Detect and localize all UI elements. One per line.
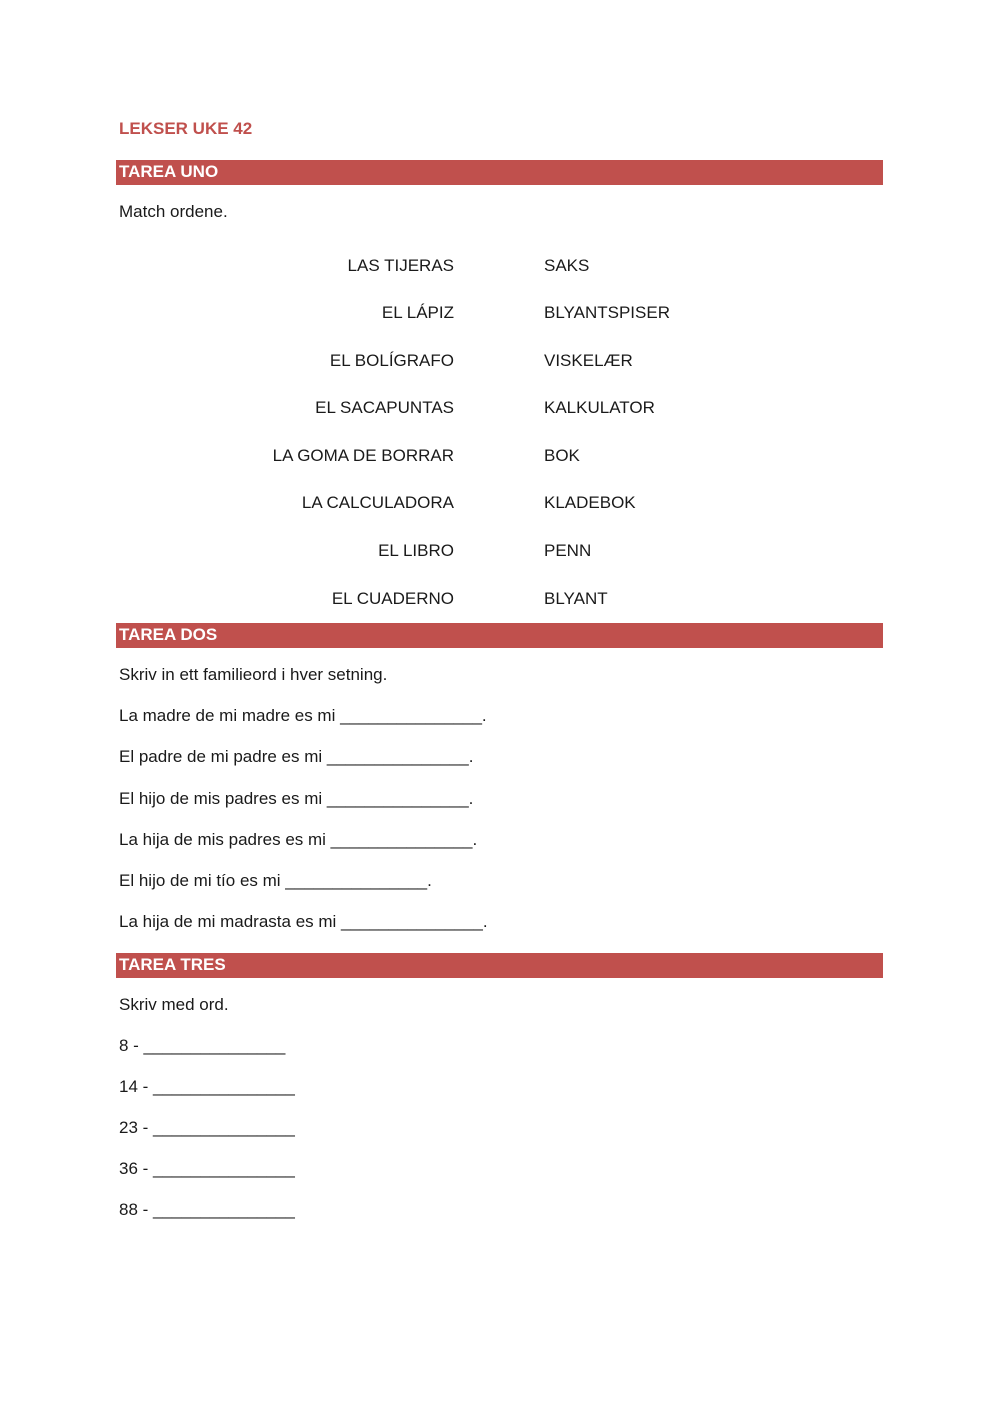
spanish-word: LA GOMA DE BORRAR: [272, 446, 454, 465]
spanish-word: EL CUADERNO: [331, 589, 454, 608]
norwegian-word: KALKULATOR: [544, 398, 655, 417]
section-header-tarea-dos: [116, 623, 883, 648]
norwegian-word: BOK: [544, 446, 580, 465]
fill-in-sentence: La hija de mis padres es mi _______________.: [119, 830, 478, 849]
spanish-word: LAS TIJERAS: [347, 256, 454, 275]
norwegian-word: BLYANTSPISER: [544, 303, 670, 322]
spanish-word: LA CALCULADORA: [301, 493, 454, 512]
norwegian-word: PENN: [544, 541, 592, 560]
fill-in-sentence: La madre de mi madre es mi _______________.: [119, 706, 487, 725]
instruction-tarea-tres: Skriv med ord.: [119, 995, 229, 1014]
number-exercise: 36 - _______________: [119, 1159, 295, 1178]
page-title: LEKSER UKE 42: [119, 119, 253, 138]
fill-in-sentence: El hijo de mis padres es mi _______________.: [119, 789, 474, 808]
norwegian-word: VISKELÆR: [544, 351, 633, 370]
section-header-tarea-tres: [116, 953, 883, 978]
section-heading: TAREA DOS: [119, 625, 218, 644]
spanish-word: EL LÁPIZ: [381, 303, 454, 322]
norwegian-word: SAKS: [544, 256, 590, 275]
spanish-word: EL LIBRO: [378, 541, 454, 560]
instruction-tarea-dos: Skriv in ett familieord i hver setning.: [119, 665, 388, 684]
number-exercise: 8 - _______________: [119, 1036, 286, 1055]
number-exercise: 88 - _______________: [119, 1200, 295, 1219]
section-header-tarea-uno: [116, 160, 883, 185]
instruction-tarea-uno: Match ordene.: [119, 202, 228, 221]
section-heading: TAREA TRES: [119, 955, 226, 974]
norwegian-word: BLYANT: [544, 589, 608, 608]
spanish-word: EL SACAPUNTAS: [315, 398, 454, 417]
norwegian-word: KLADEBOK: [544, 493, 636, 512]
number-exercise: 14 - _______________: [119, 1077, 295, 1096]
fill-in-sentence: La hija de mi madrasta es mi _______________.: [119, 912, 488, 931]
fill-in-sentence: El hijo de mi tío es mi _______________.: [119, 871, 432, 890]
section-heading: TAREA UNO: [119, 162, 219, 181]
number-exercise: 23 - _______________: [119, 1118, 295, 1137]
spanish-word: EL BOLÍGRAFO: [329, 351, 454, 370]
fill-in-sentence: El padre de mi padre es mi _______________.: [119, 747, 474, 766]
